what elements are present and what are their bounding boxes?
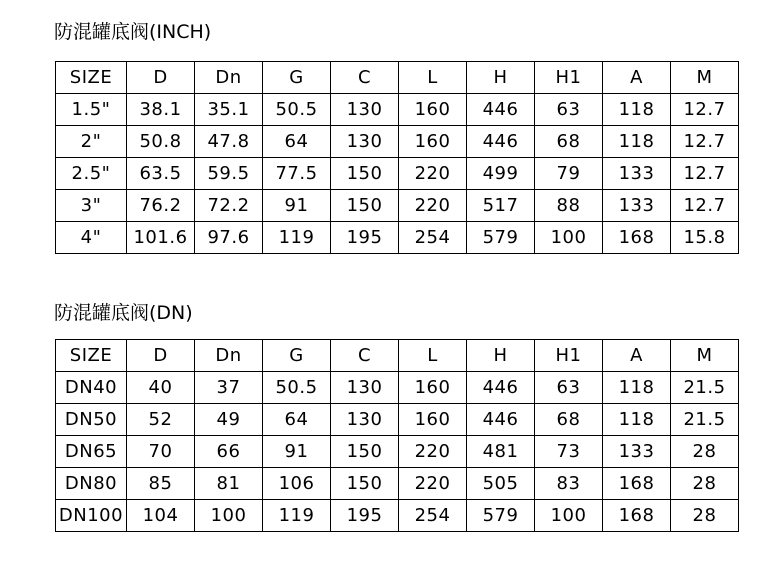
table-cell: 81 (195, 468, 263, 500)
table-row (56, 126, 739, 158)
column-header: H1 (535, 340, 603, 372)
table-cell: 85 (127, 468, 195, 500)
table-cell: 88 (535, 190, 603, 222)
table-cell: 72.2 (195, 190, 263, 222)
table-row (56, 190, 739, 222)
table-cell: 195 (331, 500, 399, 532)
table-cell: 579 (467, 500, 535, 532)
table-cell: 160 (399, 94, 467, 126)
table-cell: 254 (399, 222, 467, 254)
table-cell: 499 (467, 158, 535, 190)
table-cell: 481 (467, 436, 535, 468)
table-cell: 220 (399, 190, 467, 222)
column-header: H (467, 340, 535, 372)
table-cell: 91 (263, 436, 331, 468)
size-cell: DN80 (56, 468, 127, 500)
table-cell: 446 (467, 404, 535, 436)
table-cell: 28 (671, 500, 739, 532)
table-cell: 21.5 (671, 372, 739, 404)
table-cell: 101.6 (127, 222, 195, 254)
table-cell: 133 (603, 436, 671, 468)
table-cell: 76.2 (127, 190, 195, 222)
table-cell: 160 (399, 126, 467, 158)
table-cell: 118 (603, 126, 671, 158)
column-header: SIZE (56, 340, 127, 372)
column-header: SIZE (56, 62, 127, 94)
inch-table-title: 防混罐底阀(INCH) (54, 21, 212, 43)
table-cell: 100 (535, 500, 603, 532)
column-header: D (127, 62, 195, 94)
column-header: H (467, 62, 535, 94)
table-cell: 37 (195, 372, 263, 404)
table-cell: 40 (127, 372, 195, 404)
dn-table-title: 防混罐底阀(DN) (54, 302, 193, 324)
table-cell: 52 (127, 404, 195, 436)
size-cell: DN65 (56, 436, 127, 468)
table-cell: 50.8 (127, 126, 195, 158)
table-header-row (56, 340, 739, 372)
table-row (56, 468, 739, 500)
table-cell: 91 (263, 190, 331, 222)
table-cell: 130 (331, 126, 399, 158)
table-cell: 133 (603, 190, 671, 222)
table-cell: 77.5 (263, 158, 331, 190)
column-header: G (263, 340, 331, 372)
table-cell: 63 (535, 94, 603, 126)
column-header: A (603, 340, 671, 372)
size-cell: DN50 (56, 404, 127, 436)
table-cell: 104 (127, 500, 195, 532)
table-cell: 38.1 (127, 94, 195, 126)
table-cell: 12.7 (671, 94, 739, 126)
table-cell: 59.5 (195, 158, 263, 190)
table-cell: 70 (127, 436, 195, 468)
table-row (56, 158, 739, 190)
table-cell: 79 (535, 158, 603, 190)
table-cell: 446 (467, 372, 535, 404)
table-cell: 83 (535, 468, 603, 500)
table-row (56, 372, 739, 404)
table-cell: 47.8 (195, 126, 263, 158)
table-cell: 68 (535, 404, 603, 436)
table-cell: 118 (603, 404, 671, 436)
table-cell: 118 (603, 372, 671, 404)
table-cell: 220 (399, 158, 467, 190)
column-header: Dn (195, 62, 263, 94)
table-cell: 118 (603, 94, 671, 126)
size-cell: 2.5" (56, 158, 127, 190)
table-cell: 64 (263, 126, 331, 158)
size-cell: 2" (56, 126, 127, 158)
table-cell: 160 (399, 372, 467, 404)
column-header: M (671, 340, 739, 372)
table-cell: 21.5 (671, 404, 739, 436)
size-cell: 1.5" (56, 94, 127, 126)
table-row (56, 436, 739, 468)
table-cell: 49 (195, 404, 263, 436)
table-cell: 150 (331, 468, 399, 500)
table-cell: 579 (467, 222, 535, 254)
table-cell: 64 (263, 404, 331, 436)
table-cell: 35.1 (195, 94, 263, 126)
table-cell: 73 (535, 436, 603, 468)
column-header: L (399, 340, 467, 372)
table-cell: 12.7 (671, 190, 739, 222)
table-cell: 63 (535, 372, 603, 404)
table-cell: 446 (467, 126, 535, 158)
table-cell: 15.8 (671, 222, 739, 254)
table-cell: 254 (399, 500, 467, 532)
table-header-row (56, 62, 739, 94)
table-cell: 66 (195, 436, 263, 468)
table-cell: 160 (399, 404, 467, 436)
table-cell: 100 (535, 222, 603, 254)
column-header: D (127, 340, 195, 372)
table-cell: 195 (331, 222, 399, 254)
size-cell: 4" (56, 222, 127, 254)
table-cell: 130 (331, 372, 399, 404)
table-cell: 150 (331, 436, 399, 468)
table-row (56, 222, 739, 254)
inch-spec-table (55, 61, 739, 254)
column-header: L (399, 62, 467, 94)
dn-spec-table (55, 339, 739, 532)
table-cell: 50.5 (263, 94, 331, 126)
table-cell: 130 (331, 404, 399, 436)
table-row (56, 500, 739, 532)
column-header: C (331, 340, 399, 372)
table-cell: 220 (399, 468, 467, 500)
table-cell: 100 (195, 500, 263, 532)
table-cell: 97.6 (195, 222, 263, 254)
table-cell: 446 (467, 94, 535, 126)
table-cell: 50.5 (263, 372, 331, 404)
column-header: A (603, 62, 671, 94)
column-header: C (331, 62, 399, 94)
table-cell: 68 (535, 126, 603, 158)
table-cell: 133 (603, 158, 671, 190)
table-cell: 168 (603, 468, 671, 500)
size-cell: DN40 (56, 372, 127, 404)
column-header: G (263, 62, 331, 94)
size-cell: DN100 (56, 500, 127, 532)
table-cell: 517 (467, 190, 535, 222)
table-cell: 119 (263, 222, 331, 254)
size-cell: 3" (56, 190, 127, 222)
table-cell: 130 (331, 94, 399, 126)
table-row (56, 404, 739, 436)
table-cell: 63.5 (127, 158, 195, 190)
table-cell: 106 (263, 468, 331, 500)
table-cell: 150 (331, 190, 399, 222)
column-header: Dn (195, 340, 263, 372)
table-cell: 168 (603, 222, 671, 254)
table-cell: 28 (671, 436, 739, 468)
table-cell: 12.7 (671, 158, 739, 190)
table-row (56, 94, 739, 126)
table-cell: 505 (467, 468, 535, 500)
table-cell: 150 (331, 158, 399, 190)
table-cell: 220 (399, 436, 467, 468)
table-cell: 119 (263, 500, 331, 532)
table-cell: 28 (671, 468, 739, 500)
table-cell: 12.7 (671, 126, 739, 158)
column-header: H1 (535, 62, 603, 94)
column-header: M (671, 62, 739, 94)
table-cell: 168 (603, 500, 671, 532)
